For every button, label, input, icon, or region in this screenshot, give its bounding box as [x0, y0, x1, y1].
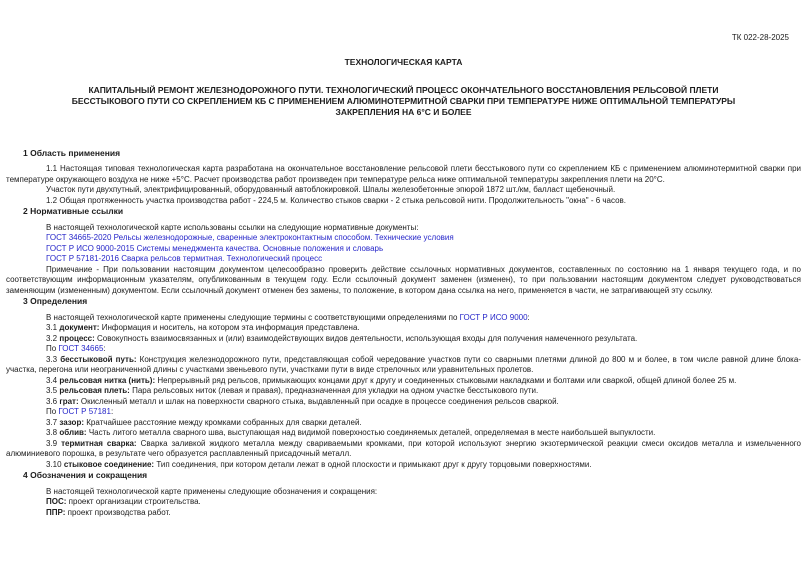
references-intro: В настоящей технологической карте использованы ссылки на следующие нормативные документы: — [46, 222, 419, 232]
definition-term: рельсовая плеть: — [59, 386, 130, 395]
definition-item-3-6 — [6, 397, 801, 408]
by-prefix: По — [46, 344, 59, 353]
references-note: Примечание - При пользовании настоящим документом целесообразно проверить действие ссылочных нормативных документов, составленных по состоянию на 1 января текущего года, и по соответствующим информационным указателям, опубликованным в текущем году. Если ссылочный документ заменен (изменен), то при пользовании настоящим документом следует руководствоваться заменяющим (измененным) документом. Если ссылочный документ отменен без замены, то положение, в котором дана ссылка на него, применяется в части, не затрагивающей эту ссылку. — [6, 264, 801, 295]
by-colon: : — [103, 344, 106, 353]
abbreviation-term: ППР: — [46, 507, 66, 517]
definition-text: Конструкция железнодорожного пути, представляющая собой чередование участков пути со сварными плетями длиной до 800 м и более, в том числе равной длине блока-участка, перегона или неограниченной длины с участками звеньевого пути, участками пути в виде стрелочных или уравнительных пролетов. — [6, 354, 801, 374]
definition-term: процесс: — [59, 333, 95, 343]
scope-paragraph-1-1: 1.1 Настоящая типовая технологическая карта разработана на окончательное восстановление рельсовой плети бесстыкового пути со скреплением КБ с применением алюминотермитной сварки при температуре окружающего воздуха не ниже +5°С. Расчет производства работ произведен при температуре рельса ниже оптимальной температуры закрепления плети на 20°С. — [6, 164, 801, 184]
definition-item-3-8 — [6, 428, 801, 439]
definition-item-3-2 — [6, 334, 801, 345]
definition-term: грат: — [59, 396, 79, 406]
by-colon: : — [110, 407, 114, 416]
definition-number: 3.4 — [46, 375, 58, 385]
abbreviation-item-pos — [6, 497, 801, 508]
abbreviation-text: проект организации строительства. — [68, 497, 201, 506]
definition-number: 3.1 — [46, 323, 58, 332]
definition-item-3-4 — [6, 376, 801, 387]
doc-title: ТЕХНОЛОГИЧЕСКАЯ КАРТА — [344, 57, 463, 67]
definition-term: документ: — [59, 323, 100, 332]
reference-link-gost-r-57181-2016 — [6, 254, 801, 265]
definition-number: 3.2 — [46, 333, 58, 343]
definition-text: Совокупность взаимосвязанных и (или) взаимодействующих видов деятельности, использующая входы для получения намеченного результата. — [97, 333, 638, 343]
definition-item-3-1 — [6, 323, 801, 334]
reference-link-gost-r-iso-9000-2015 — [6, 244, 801, 255]
definition-term: стыковое соединение: — [63, 459, 155, 469]
by-prefix: По — [46, 407, 59, 416]
definition-text: Тип соединения, при котором детали лежат в одной плоскости и примыкают друг к другу торцовыми поверхностями. — [156, 459, 592, 469]
definitions-intro-text: В настоящей технологической карте применены следующие термины с соответствующими определениями по — [46, 312, 460, 322]
definition-number: 3.10 — [46, 459, 62, 469]
abbreviations-intro: В настоящей технологической карте применены следующие обозначения и сокращения: — [46, 486, 378, 496]
gost-r-57181-2016-link[interactable]: ГОСТ Р 57181-2016 Сварка рельсов термитная. Технологический процесс — [46, 254, 323, 263]
definition-item-3-3 — [6, 355, 801, 376]
section-3-heading: 3 Определения — [23, 296, 88, 306]
definition-item-3-7 — [6, 418, 801, 429]
doc-code: ТК 022-28-2025 — [731, 33, 789, 42]
definition-term: термитная сварка: — [61, 438, 137, 448]
definition-number: 3.9 — [46, 438, 58, 448]
doc-subtitle: КАПИТАЛЬНЫЙ РЕМОНТ ЖЕЛЕЗНОДОРОЖНОГО ПУТИ. ТЕХНОЛОГИЧЕСКИЙ ПРОЦЕСС ОКОНЧАТЕЛЬНОГО ВОССТАНОВЛЕНИЯ РЕЛЬСОВОЙ ПЛЕТИ БЕССТЫКОВОГО ПУТИ СО СКРЕПЛЕНИЕМ КБ С ПРИМЕНЕНИЕМ АЛЮМИНОТЕРМИТНОЙ СВАРКИ ПРИ ТЕМПЕРАТУРЕ НИЖЕ ОПТИМАЛЬНОЙ ТЕМПЕРАТУРЫ ЗАКРЕПЛЕНИЯ НА 6°С И БОЛЕЕ — [71, 84, 736, 117]
definition-term: рельсовая нитка (нить): — [59, 375, 156, 385]
gost-r-iso-9000-inline-link[interactable]: ГОСТ Р ИСО 9000 — [459, 312, 528, 322]
definition-number: 3.8 — [46, 428, 58, 437]
definition-text: Пара рельсовых ниток (левая и правая), предназначенная для укладки на одном участке бесстыкового пути. — [132, 386, 539, 395]
definition-term: облив: — [59, 428, 87, 437]
definition-term: зазор: — [59, 417, 84, 427]
gost-r-57181-inline-link[interactable]: ГОСТ Р 57181 — [58, 407, 111, 416]
abbreviation-text: проект производства работ. — [67, 507, 171, 517]
scope-paragraph-1-2: 1.2 Общая протяженность участка производства работ - 224,5 м. Количество стыков сварки - 2 стыка рельсовой нити. Продолжительность "окна" - 6 часов. — [46, 195, 627, 205]
definition-number: 3.3 — [46, 354, 58, 364]
gost-34665-inline-link[interactable]: ГОСТ 34665 — [58, 344, 104, 353]
definition-text: Окисленный металл и шлак на поверхности сварного стыка, выдавленный при осадке в процессе соединения рельсов сваркой. — [80, 396, 559, 406]
definition-number: 3.7 — [46, 417, 58, 427]
reference-link-gost-34665-2020 — [6, 233, 801, 244]
abbreviation-item-ppr — [6, 508, 801, 519]
definitions-intro-colon: : — [527, 312, 530, 322]
section-4-heading: 4 Обозначения и сокращения — [23, 470, 148, 480]
definition-text: Кратчайшее расстояние между кромками собранных для сварки деталей. — [86, 417, 362, 427]
gost-r-iso-9000-2015-link[interactable]: ГОСТ Р ИСО 9000-2015 Системы менеджмента качества. Основные положения и словарь — [46, 243, 384, 253]
definition-item-3-10 — [6, 460, 801, 471]
definition-text: Информация и носитель, на котором эта информация представлена. — [101, 323, 360, 332]
definition-number: 3.5 — [46, 386, 58, 395]
abbreviation-term: ПОС: — [46, 497, 67, 506]
section-1-heading: 1 Область применения — [23, 147, 121, 158]
gost-34665-2020-link[interactable]: ГОСТ 34665-2020 Рельсы железнодорожные, сваренные электроконтактным способом. Технические условия — [46, 233, 454, 242]
definitions-intro — [6, 313, 801, 324]
definitions-by-gost-r-57181 — [6, 407, 801, 418]
section-2-heading: 2 Нормативные ссылки — [23, 206, 124, 216]
definition-text: Сварка заливкой жидкого металла между свариваемыми кромками, при которой используют энергию экзотермической реакции смеси оксидов металла и измельченного алюминиевого порошка, в результате чего образуется расплавленный присадочный металл. — [6, 438, 801, 458]
definition-text: Часть литого металла сварного шва, выступающая над видимой поверхностью соединяемых деталей, определяемая в месте наибольшей выпуклости. — [88, 428, 656, 437]
definition-term: бесстыковой путь: — [60, 354, 137, 364]
scope-paragraph-track: Участок пути двухпутный, электрифицированный, оборудованный автоблокировкой. Шпалы железобетонные эпюрой 1872 шт./км, балласт щебеночный. — [46, 185, 616, 194]
definition-item-3-9 — [6, 439, 801, 460]
definition-item-3-5 — [6, 386, 801, 397]
definitions-by-gost-34665 — [6, 344, 801, 355]
definition-text: Непрерывный ряд рельсов, примыкающих концами друг к другу и соединенных стыковыми накладками и болтами или сваркой, общей длиной более 25 м. — [157, 375, 737, 385]
definition-number: 3.6 — [46, 396, 58, 406]
